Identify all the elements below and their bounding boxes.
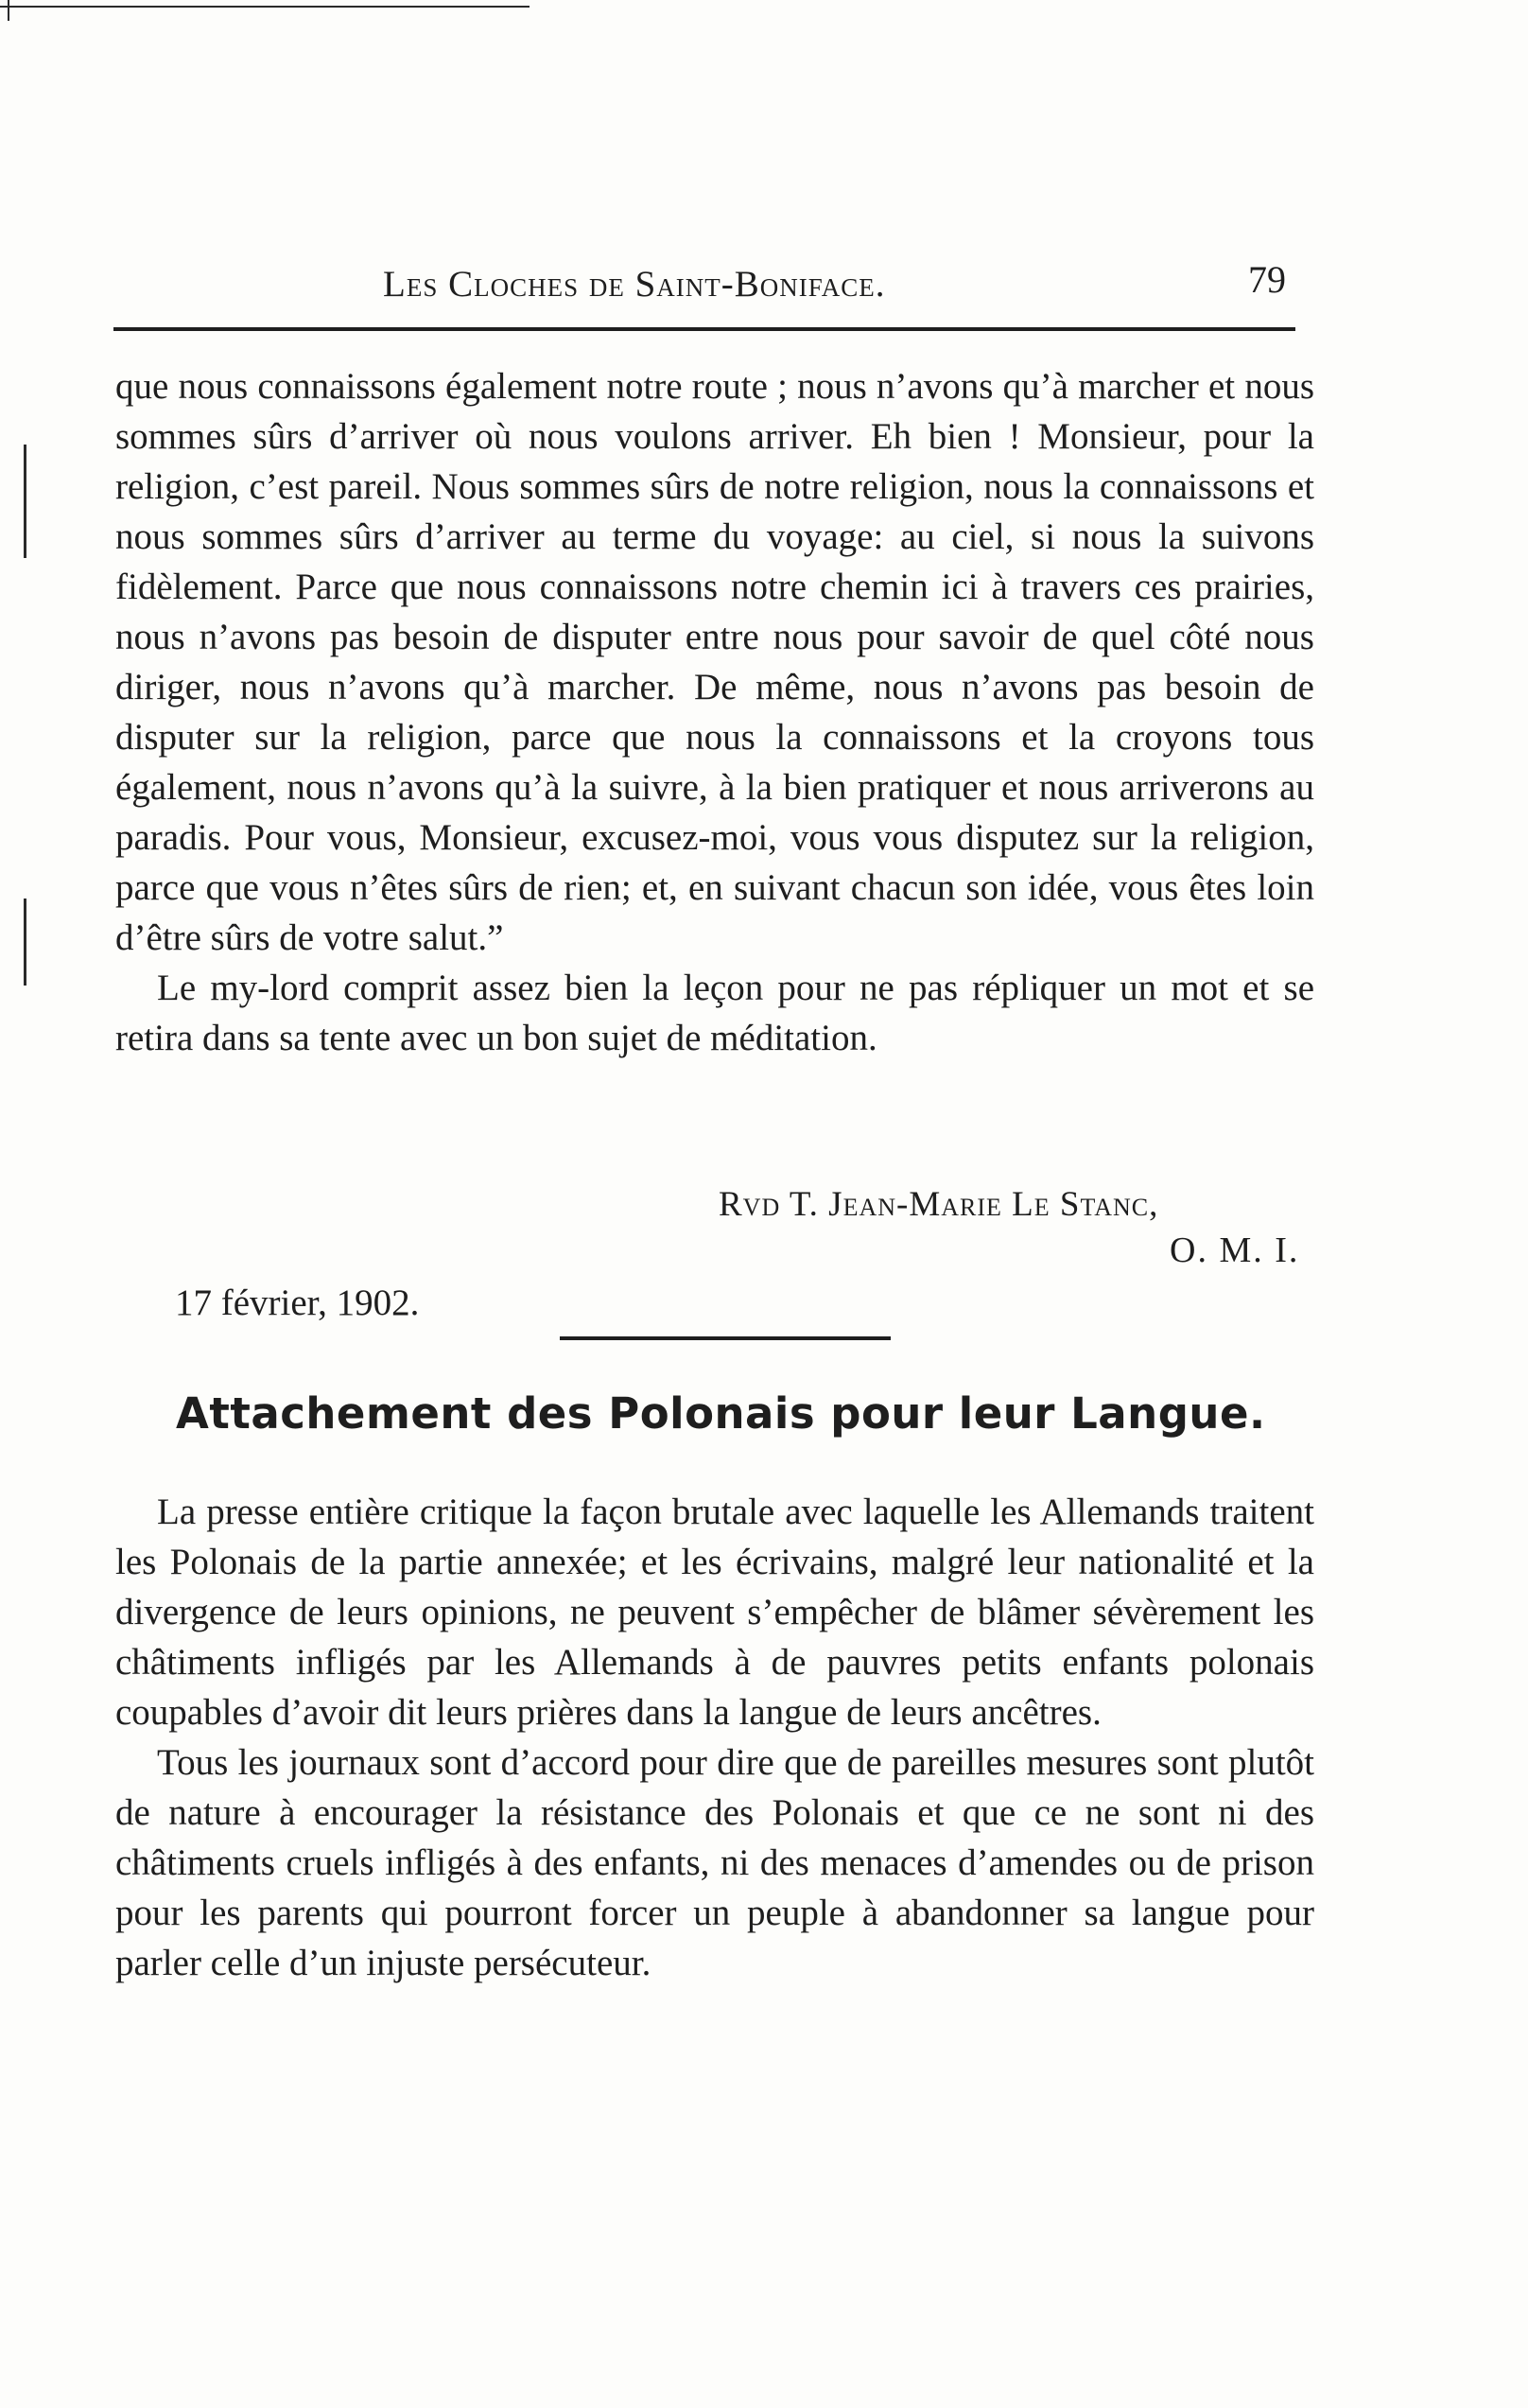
section-divider [560,1336,891,1340]
scan-edge-line [0,6,530,8]
scan-edge-tick [8,0,9,21]
running-head: Les Cloches de Saint-Boniface. [383,264,886,305]
continued-text [115,361,1314,1063]
article-body [115,1487,1314,1988]
article-paragraph: Tous les journaux sont d’accord pour dire que de pareilles mesures sont plutôt de nature à encourager la résistance des Polonais et que ce ne sont ni des châtiments cruels infligés à des enfants, ni des menaces d’amendes ou de prison pour les parents qui pourront forcer un peuple à abandonner sa langue pour parler celle d’un injuste persécuteur. [115,1742,1314,1983]
header-rule [113,327,1295,331]
signature-name: Rvd T. Jean-Marie Le Stanc, [719,1185,1159,1224]
margin-mark-lower [24,899,26,986]
article-date: 17 février, 1902. [175,1283,420,1323]
continued-paragraph: que nous connaissons également notre route ; nous n’avons qu’à marcher et nous sommes sûrs d’arriver où nous voulons arriver. Eh bien ! Monsieur, pour la religion, c’est pareil. Nous sommes sûrs de notre religion, nous la connaissons et nous sommes sûrs d’arriver au terme du voyage: au ciel, si nous la suivons fidèlement. Parce que nous connaissons notre chemin ici à travers ces prairies, nous n’avons pas besoin de disputer entre nous pour savoir de quel côté nous diriger, nous n’avons qu’à marcher. De même, nous n’avons pas besoin de disputer sur la religion, parce que nous la connaissons et la croyons tous également, nous n’avons qu’à la suivre, à la bien pratiquer et nous arriverons au paradis. Pour vous, Monsieur, excusez-moi, vous vous disputez sur la religion, parce que vous n’êtes sûrs de rien; et, en suivant chacun son idée, vous êtes loin d’être sûrs de votre salut.” [115,366,1314,958]
continued-paragraph: Le my-lord comprit assez bien la leçon pour ne pas répliquer un mot et se retira dans sa tente avec un bon sujet de méditation. [115,968,1314,1058]
article-title: Attachement des Polonais pour leur Langue. [176,1388,1266,1439]
signature-order: O. M. I. [1170,1230,1300,1270]
margin-mark-upper [24,445,26,558]
article-paragraph: La presse entière critique la façon brutale avec laquelle les Allemands traitent les Polonais de la partie annexée; et les écrivains, malgré leur nationalité et la divergence de leurs opinions, ne peuvent s’empêcher de blâmer sévèrement les châtiments infligés par les Allemands à de pauvres petits enfants polonais coupables d’avoir dit leurs prières dans la langue de leurs ancêtres. [115,1492,1314,1733]
page-number: 79 [1248,258,1286,301]
